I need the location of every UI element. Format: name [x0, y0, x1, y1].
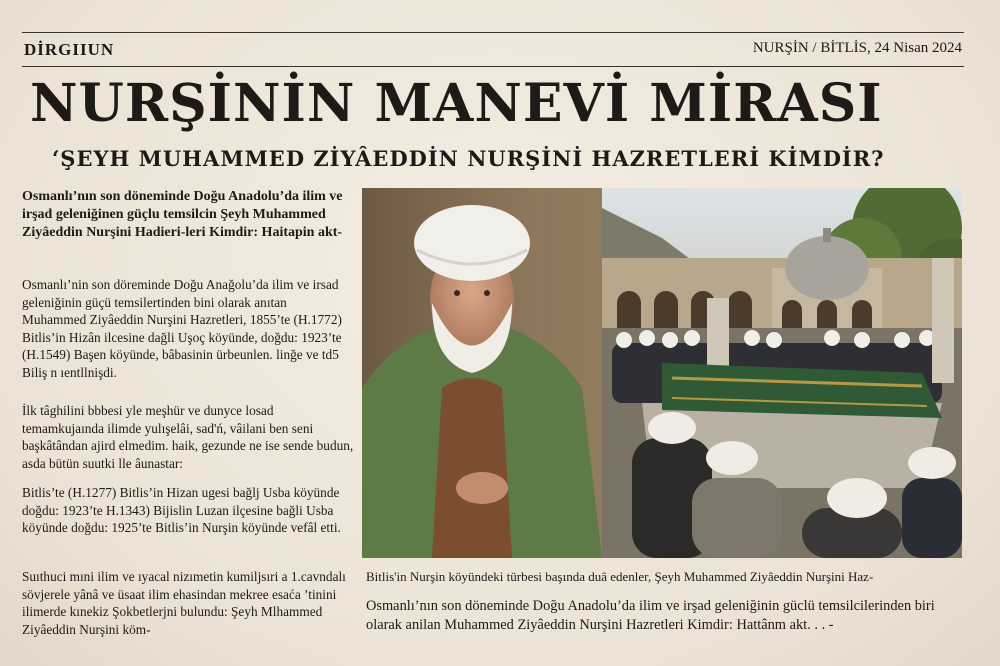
dateline: NURŞİN / BİTLİS, 24 Nisan 2024	[752, 40, 962, 56]
headline: NURŞİNİN MANEVİ MİRASI	[30, 73, 883, 134]
body-paragraph-2	[22, 402, 354, 472]
paragraph-2-text: İlk tâghilini bbbesi yle meşhür ve dunyce losad temamkujaında ilimde yulışelâi, sad'ń, vâilani ben seni başkâtândan ajird elmedim. haik, gezunde ne ise sende budun, asda bütün suutki lle âunastar:	[22, 403, 354, 471]
top-rule	[22, 32, 964, 33]
feature-photo	[362, 188, 962, 558]
photo-illustration-icon	[362, 188, 962, 558]
bottom-paragraph: Osmanlı’nın son döneminde Doğu Anadolu’da ilim ve irşad geleniğinin güclü temsilcilerinden biri olarak anilan Muhammed Ziyâeddin Nurşini Hazretleri Kimdir: Hattânm akt. . . -	[366, 598, 935, 633]
newspaper-name: DİRGIIUN	[24, 40, 115, 59]
lead-paragraph	[22, 188, 354, 242]
paragraph-1-text: Osmanlı’nin son döreminde Doğu Anağolu’da ilim ve irsad geleniğinin güçü temsilertinden bini olarak anıtan Muhammed Ziyâeddin Nurşini Hazretleri, 1855’te (H.1772) Bitlis’in Hizân ilcesine dağli Uşoç köyünde, doğdu: 1923’te (H.1549) Başen köyünde, bâbasinin ürbeunlen. linğe ve td5 Biliş n ıentllnişdi.	[22, 277, 342, 380]
photo-caption: Bitlis'in Nurşin köyündeki türbesi başında duâ edenler, Şeyh Muhammed Ziyâeddin Nurşini Haz-	[366, 569, 874, 584]
masthead-rule	[22, 66, 964, 67]
body-paragraph-4	[22, 568, 354, 638]
body-paragraph-1	[22, 276, 354, 382]
body-paragraph-3	[22, 484, 354, 537]
lead-text: Osmanlı’nın son döneminde Doğu Anadolu’da ilim ve irşad geleniğinen güçlu temsilcin Şeyh Muhammed Ziyâeddin Nurşini Hadieri-leri Kimdir: Haitapin akt-	[22, 189, 343, 240]
paragraph-4-text: Suıthuci mıni ilim ve ıyacal nizımetin kumiljsıri a 1.cavndalı sövjerele yânâ ve üsaat ilim ehasindan mekree esaća ’tinini ilimerde kınekiz Şokbetlerjni bulundu: Şeyh Mlhammed Ziyâeddin Nurşini köm-	[22, 569, 346, 637]
paragraph-3-text: Bitlis’te (H.1277) Bitlis’in Hizan ugesi bağlj Usba köyünde doğdu: 1923’te H.1343) Bijislin Luzan ilçesine bağli Usba köyünde doğdu: 1925’te Bitlis’in Nurşin köyünde vefâl etti.	[22, 485, 341, 536]
subheadline: ‘ŞEYH MUHAMMED ZİYÂEDDİN NURŞİNİ HAZRETLERİ KİMDİR?	[52, 146, 885, 171]
